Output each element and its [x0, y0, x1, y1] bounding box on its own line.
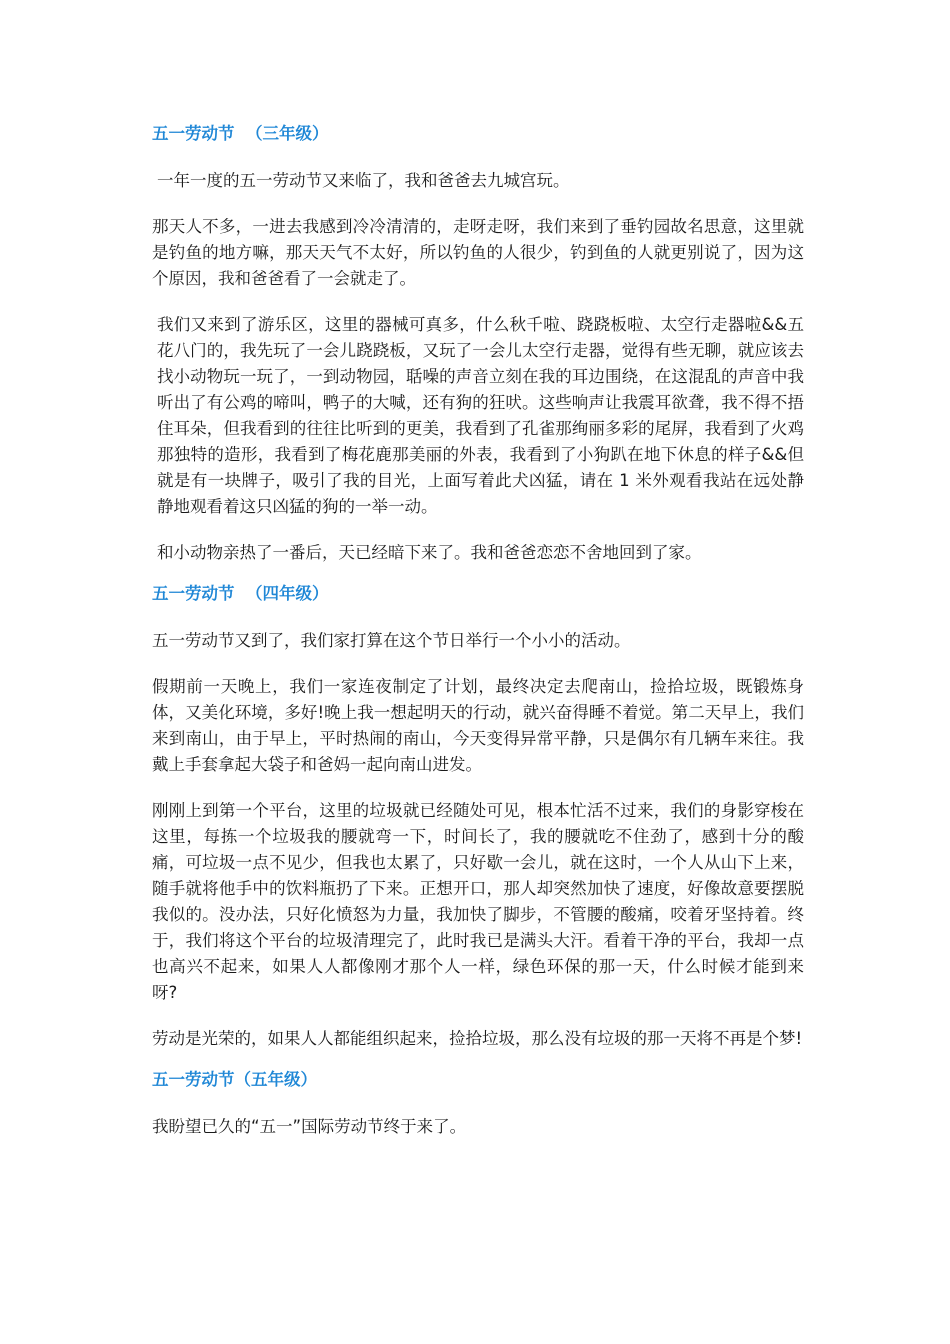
section-heading-grade-5: 五一劳动节（五年级）: [152, 1070, 317, 1089]
section-heading-grade-3: 五一劳动节 （三年级）: [152, 124, 329, 143]
paragraph: 那天人不多，一进去我感到冷冷清清的，走呀走呀，我们来到了垂钓园故名思意，这里就是钓鱼的地方嘛，那天天气不太好，所以钓鱼的人很少，钓到鱼的人就更别说了，因为这个原因，我和爸爸看了一会就走了。: [152, 217, 804, 288]
paragraph: 五一劳动节又到了，我们家打算在这个节日举行一个小小的活动。: [152, 631, 631, 650]
section-heading-grade-4: 五一劳动节 （四年级）: [152, 584, 329, 603]
paragraph: 刚刚上到第一个平台，这里的垃圾就已经随处可见，根本忙活不过来，我们的身影穿梭在这里，每拣一个垃圾我的腰就弯一下，时间长了，我的腰就吃不住劲了，感到十分的酸痛，可垃圾一点不见少，但我也太累了，只好歇一会儿，就在这时，一个人从山下上来，随手就将他手中的饮料瓶扔了下来。正想开口，那人却突然加快了速度，好像故意要摆脱我似的。没办法，只好化愤怒为力量，我加快了脚步，不管腰的酸痛，咬着牙坚持着。终于，我们将这个平台的垃圾清理完了，此时我已是满头大汗。看着干净的平台，我却一点也高兴不起来，如果人人都像刚才那个人一样，绿色环保的那一天，什么时候才能到来呀?: [152, 801, 804, 1002]
paragraph: 我们又来到了游乐区，这里的器械可真多，什么秋千啦、跷跷板啦、太空行走器啦&&五花八门的，我先玩了一会儿跷跷板，又玩了一会儿太空行走器，觉得有些无聊，就应该去找小动物玩一玩了，一到动物园，聒噪的声音立刻在我的耳边围绕，在这混乱的声音中我听出了有公鸡的啼叫，鸭子的大喊，还有狗的狂吠。这些响声让我震耳欲聋，我不得不捂住耳朵，但我看到的往往比听到的更美，我看到了孔雀那绚丽多彩的尾屏，我看到了火鸡那独特的造形，我看到了梅花鹿那美丽的外表，我看到了小狗趴在地下休息的样子&&但就是有一块牌子，吸引了我的目光，上面写着此犬凶猛，请在 1 米外观看我站在远处静静地观看着这只凶猛的狗的一举一动。: [157, 315, 804, 516]
paragraph: 我盼望已久的“五一”国际劳动节终于来了。: [152, 1117, 467, 1136]
paragraph: 劳动是光荣的，如果人人都能组织起来，捡拾垃圾，那么没有垃圾的那一天将不再是个梦!: [152, 1029, 803, 1048]
paragraph: 一年一度的五一劳动节又来临了，我和爸爸去九城宫玩。: [157, 171, 570, 190]
document-page: [152, 120, 804, 1160]
paragraph: 和小动物亲热了一番后，天已经暗下来了。我和爸爸恋恋不舍地回到了家。: [157, 543, 702, 562]
paragraph: 假期前一天晚上，我们一家连夜制定了计划，最终决定去爬南山，捡拾垃圾，既锻炼身体，又美化环境，多好!晚上我一想起明天的行动，就兴奋得睡不着觉。第二天早上，我们来到南山，由于早上，平时热闹的南山，今天变得异常平静，只是偶尔有几辆车来往。我戴上手套拿起大袋子和爸妈一起向南山进发。: [152, 677, 804, 774]
